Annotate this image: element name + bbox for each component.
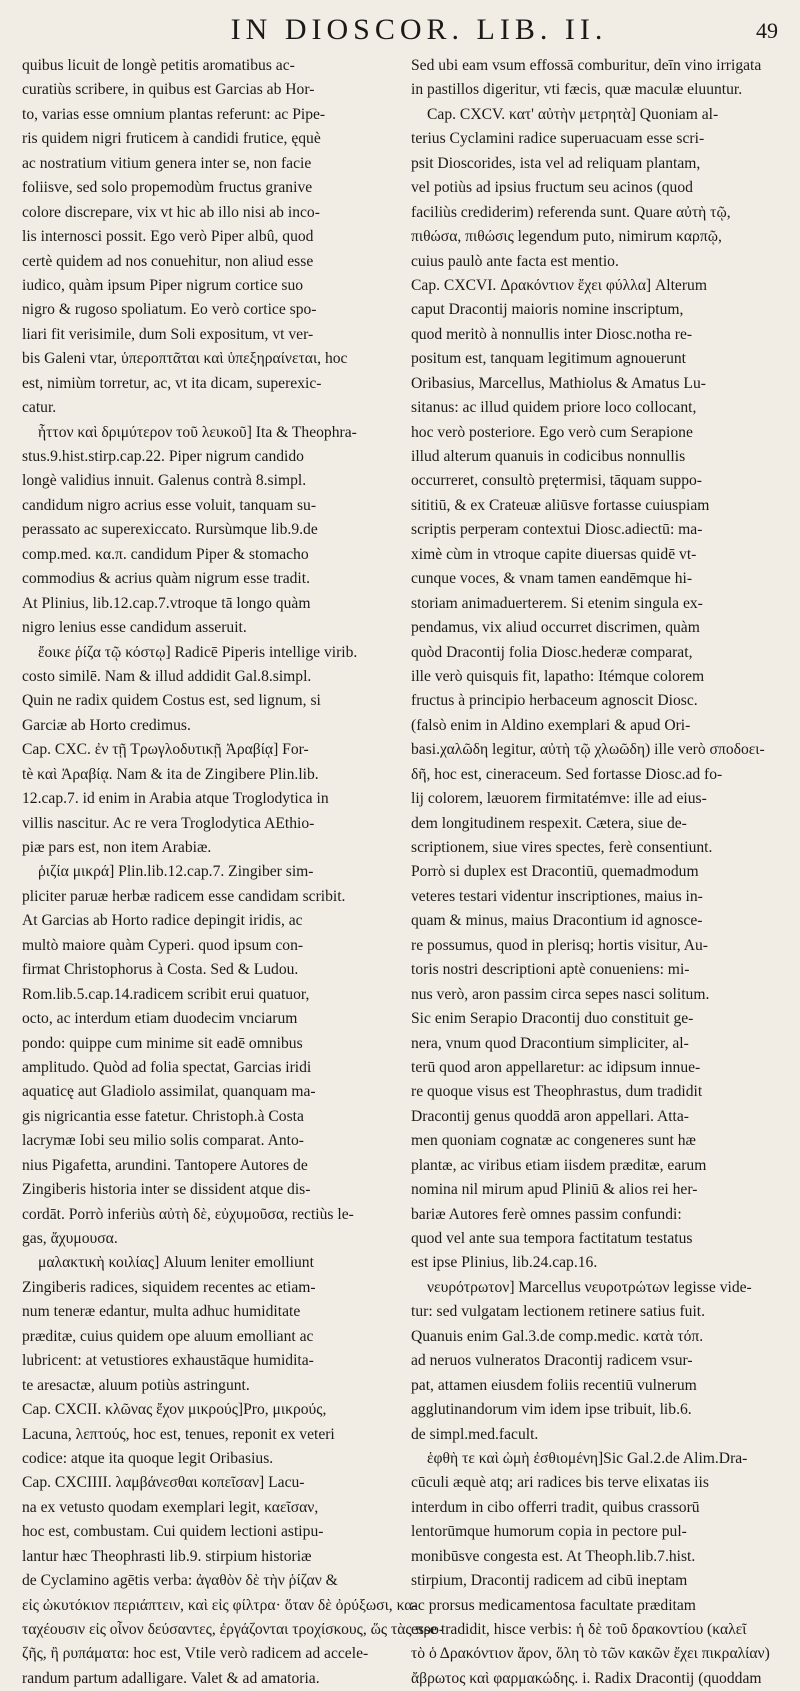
text-columns	[22, 54, 786, 1691]
text-line: stirpium, Dracontij radicem ad cibū ineptam	[411, 1572, 688, 1590]
text-line: costo similē. Nam & illud addidit Gal.8.simpl.	[22, 667, 312, 685]
text-line: cunque voces, & vnam tamen eandēmque hi-	[411, 570, 693, 588]
text-line: terū quod aron appellaretur: ac idipsum innue-	[411, 1058, 701, 1076]
text-line: codice: atque ita quoque legit Oribasius.	[22, 1449, 274, 1467]
text-line: pat, attamen eiusdem foliis recentiū vulnerum	[411, 1376, 697, 1394]
text-line: ac nostratium vitium genera inter se, non facie	[22, 154, 312, 172]
text-line: hoc est, combustam. Cui quidem lectioni astipu-	[22, 1523, 324, 1541]
running-head	[22, 8, 786, 54]
text-line: agglutinandorum vim idem ipse tribuit, lib.6.	[411, 1401, 692, 1419]
text-line: tur: sed vulgatam lectionem retinere satius fuit.	[411, 1303, 706, 1321]
text-line: Zingiberis radices, siquidem recentes ac etiam-	[22, 1278, 316, 1296]
left-column	[22, 54, 445, 1691]
text-line: est ipse Plinius, lib.24.cap.16.	[411, 1254, 598, 1272]
text-line: pondo: quippe cum minime sit eadē omnibus	[22, 1034, 303, 1052]
text-line: δῆ, hoc est, cineraceum. Sed fortasse Diosc.ad fo-	[411, 765, 723, 783]
text-line: octo, ac interdum etiam duodecim vnciarum	[22, 1010, 298, 1028]
text-line: certè quidem ad nos conuehitur, non aliud esse	[22, 252, 314, 270]
text-line: lentorūmque humorum copia in pectore pul-	[411, 1523, 687, 1541]
text-line: stus.9.hist.stirp.cap.22. Piper nigrum candido	[22, 448, 304, 465]
text-line: gas, ἄχυμουσα.	[22, 1230, 118, 1247]
text-line: Rom.lib.5.cap.14.radicem scribit erui quatuor,	[22, 985, 310, 1003]
right-column	[411, 54, 786, 1691]
text-line: Cap. CXC. ἐν τῇ Τρωγλοδυτικῇ Ἀραβίᾳ] For-	[22, 741, 309, 759]
text-line: lis internosci possit. Ego verò Piper albû, quod	[22, 228, 314, 246]
text-line: ῥιζία μικρά] Plin.lib.12.cap.7. Zingiber sim-	[38, 863, 314, 881]
text-line: cordāt. Porrò inferiùs αὐτὴ δὲ, εὐχυμοῦσα, rectiùs le-	[22, 1205, 354, 1223]
text-line: ac prorsus medicamentosa facultate præditam	[411, 1596, 696, 1614]
text-line: candidum nigro acrius esse voluit, tanquam su-	[22, 496, 317, 514]
text-line: veteres testari videntur inscriptiones, maius in-	[411, 887, 703, 905]
text-line: colore discrepare, vix vt hic ab illo nisi ab inco-	[22, 203, 320, 221]
text-line: Sic enim Serapio Dracontij duo constituit ge-	[411, 1010, 694, 1028]
text-line: illud alterum quanuis in codicibus nonnullis	[411, 448, 686, 465]
text-line: nigro lenius esse candidum asseruit.	[22, 619, 247, 637]
text-line: νευρότρωτον] Marcellus νευροτρώτων legisse vide-	[427, 1278, 752, 1296]
text-line: fructus à principio herbaceum agnoscit Diosc.	[411, 692, 698, 710]
text-line: ζῆς, ἢ ρυπάματα: hoc est, Vtile verò radicem ad accele-	[22, 1645, 369, 1663]
text-line: τὸ ὁ Δρακόντιον ἄρον, ὅλη τὸ τῶν κακῶν ἔχει πικραλίαν)	[411, 1645, 770, 1663]
text-line: ille verò quisquis fit, lapatho: Itémque colorem	[411, 667, 705, 685]
text-line: Cap. CXCII. κλῶνας ἔχον μικρούς]Pro, μικρούς,	[22, 1401, 327, 1419]
text-line: sititiū, & ex Crateuæ aliūsve fortasse cuiuspiam	[411, 496, 710, 514]
text-line: hoc verò posteriore. Ego verò cum Serapione	[411, 423, 693, 441]
text-line: lubricent: at vetustiores exhaustāque humidita-	[22, 1352, 314, 1370]
text-line: quibus licuit de longè petitis aromatibus ac-	[22, 57, 295, 74]
text-line: gis nigricantia esse fatetur. Christoph.à Costa	[22, 1107, 304, 1125]
text-line: quod vel ante sua tempora factitatum testatus	[411, 1230, 693, 1247]
text-line: piæ pars est, non item Arabiæ.	[22, 839, 212, 856]
text-line: monibūsve congesta est. At Theoph.lib.7.hist.	[411, 1547, 696, 1565]
text-line: scriptionem, siue vires spectes, ferè consentiunt.	[411, 839, 713, 856]
text-line: Cap. CXCVI. Δρακόντιον ἔχει φύλλα] Alterum	[411, 276, 707, 294]
text-line: ἧττον καὶ δριμύτερον τοῦ λευκοῦ] Ita & Theophra-	[38, 423, 357, 441]
text-line: Cap. CXCIIII. λαμβάνεσθαι κοπεῖσαν] Lacu-	[22, 1474, 305, 1492]
text-line: occurreret, consultò prętermisi, tāquam suppo-	[411, 472, 702, 490]
text-line: nera, vnum quod Dracontium simpliciter, al-	[411, 1034, 689, 1052]
text-line: de Cyclamino agētis verba: ἀγαθὸν δὲ τὴν ῥίζαν &	[22, 1572, 338, 1590]
text-line: de simpl.med.facult.	[411, 1425, 539, 1443]
text-line: sitanus: ac illud quidem priore loco collocant,	[411, 399, 697, 417]
text-line: psit Dioscorides, ista vel ad reliquam plantam,	[411, 154, 701, 172]
text-line: plantæ, ac viribus etiam iisdem præditæ, earum	[411, 1156, 707, 1174]
text-line: cūculi æquè atq; ari radices bis terve elixatas iis	[411, 1474, 709, 1492]
text-line: pliciter paruæ herbæ radicem esse candidam scribit.	[22, 887, 346, 905]
text-line: lantur hæc Theophrasti lib.9. stirpium historiæ	[22, 1547, 312, 1565]
text-line: iudico, quàm ipsum Piper nigrum cortice suo	[22, 276, 304, 294]
text-line: terius Cyclamini radice superuacuam esse scri-	[411, 130, 705, 148]
text-line: re quoque visus est Theophrastus, dum tradidit	[411, 1083, 703, 1101]
text-line: faciliùs crediderim) referenda sunt. Quare αὐτὴ τῷ,	[411, 203, 731, 221]
text-line: quod meritò à nonnullis inter Diosc.notha re-	[411, 325, 693, 343]
text-line: ταχέουσιν εἰς οἶνον δεύσαντες, ἐργάζονται τροχίσκους, ὥς τὰς προ-	[22, 1621, 445, 1638]
text-line: ris quidem nigri fruticem à candidi frutice, ęquè	[22, 130, 321, 148]
text-line: multò maiore quàm Cyperi. quod ipsum con-	[22, 936, 304, 954]
text-line: in pastillos digeritur, vti fæcis, quæ maculæ eluuntur.	[411, 81, 743, 99]
text-line: na ex vetusto quodam exemplari legit, καεῖσαν,	[22, 1498, 319, 1516]
text-line: positum est, tanquam legitimum agnouerunt	[411, 350, 687, 368]
text-line: liari fit verisimile, dum Soli expositum, vt ver-	[22, 325, 314, 343]
text-line: tè καὶ Ἀραβίᾳ. Nam & ita de Zingibere Plin.lib.	[22, 765, 319, 783]
text-line: Garciæ ab Horto credimus.	[22, 716, 191, 734]
text-line: randum partum adalligare. Valet & ad amatoria.	[22, 1669, 320, 1687]
text-line: Cap. CXCV. κατ' αὐτὴν μετρητὰ] Quoniam al-	[427, 105, 719, 123]
text-line: nius Pigafetta, arundini. Tantopere Autores de	[22, 1156, 308, 1174]
text-line: dem longitudinem respexit. Cætera, siue de-	[411, 814, 687, 832]
page-number: 49	[756, 18, 778, 43]
text-line: πιθώσα, πιθώσις legendum puto, nimirum καρπῷ,	[411, 228, 722, 246]
text-line: nigro & rugoso spoliatum. Eo verò cortice spo-	[22, 301, 317, 319]
text-line: Zingiberis historia inter se dissident atque dis-	[22, 1181, 311, 1199]
text-line: bis Galeni vtar, ὑπεροπτᾶται καὶ ὑπεξηραίνεται, hoc	[22, 350, 348, 368]
text-line: εἰς ὠκυτόκιον περιάπτειν, καὶ εἰς φίλτρα· ὅταν δὲ ὀρύξωσι, κα-	[22, 1596, 418, 1614]
text-line: bariæ Autores ferè omnes passim confundi:	[411, 1205, 682, 1223]
text-line: firmat Christophorus à Costa. Sed & Ludou.	[22, 961, 299, 979]
text-line: interdum in cibo offerri tradit, quibus crassorū	[411, 1498, 700, 1516]
text-line: commodius & acrius quàm nigrum esse tradit.	[22, 570, 310, 588]
text-line: ἄβρωτος καὶ φαρμακώδης. i. Radix Dracontij (quoddam	[411, 1669, 762, 1687]
text-line: te aresactæ, aluum potiùs astringunt.	[22, 1376, 250, 1394]
text-line: vel potiùs ad ipsius fructum seu acinos (quod	[411, 179, 693, 197]
text-line: (falsò enim in Aldino exemplari & apud Ori-	[411, 716, 691, 734]
text-line: præditæ, cuius quidem ope aluum emolliant ac	[22, 1327, 314, 1345]
text-line: catur.	[22, 399, 57, 417]
text-line: At Plinius, lib.12.cap.7.vtroque tā longo quàm	[22, 594, 311, 612]
text-line: scriptis perperam contextui Diosc.adiectū: ma-	[411, 521, 703, 539]
text-line: ἑφθὴ τε καὶ ὠμὴ ἐσθιομένη]Sic Gal.2.de Alim.Dra-	[427, 1449, 748, 1467]
text-line: Dracontij genus quoddā aron appellari. Atta-	[411, 1107, 689, 1125]
text-line: ad neruos vulneratos Dracontij radicem vsur-	[411, 1352, 693, 1370]
text-line: Lacuna, λεπτούς, hoc est, tenues, reponit ex veteri	[22, 1425, 335, 1443]
text-line: foliisve, sed solo propemodùm fructus granive	[22, 179, 313, 197]
text-line: toris nostri descriptioni aptè conueniens: mi-	[411, 961, 690, 979]
text-line: est, nimiùm torretur, ac, vt ita dicam, superexic-	[22, 374, 322, 392]
text-line: comp.med. κα.π. candidum Piper & stomacho	[22, 545, 309, 563]
text-line: μαλακτικὴ κοιλίας] Aluum leniter emolliunt	[38, 1254, 314, 1272]
text-line: Sed ubi eam vsum effossā comburitur, deīn vino irrigata	[411, 57, 762, 74]
text-line: amplitudo. Quòd ad folia spectat, Garcias iridi	[22, 1058, 312, 1076]
text-line: Porrò si duplex est Dracontiū, quemadmodum	[411, 863, 699, 881]
text-line: caput Dracontij maioris nomine inscriptum,	[411, 301, 684, 319]
text-line: lij colorem, læuorem firmitatémve: ille ad eius-	[411, 790, 707, 808]
text-line: num teneræ edantur, multa adhuc humiditate	[22, 1303, 301, 1321]
text-line: aquaticę aut Gladiolo assimilat, quanquam ma-	[22, 1083, 316, 1101]
text-line: cuius paulò ante facta est mentio.	[411, 252, 619, 270]
text-line: esse tradidit, hisce verbis: ἡ δὲ τοῦ δρακοντίου (καλεῖ	[411, 1621, 747, 1638]
text-line: Quin ne radix quidem Costus est, sed lignum, si	[22, 692, 321, 710]
text-line: Quanuis enim Gal.3.de comp.medic. κατὰ τόπ.	[411, 1327, 704, 1345]
text-line: perassato ac superexiccato. Rursùmque lib.9.de	[22, 521, 318, 539]
text-line: nomina nil mirum apud Pliniū & alios rei her-	[411, 1181, 698, 1199]
text-line: 12.cap.7. id enim in Arabia atque Troglodytica in	[22, 790, 329, 808]
text-line: villis nascitur. Ac re vera Troglodytica AEthio-	[22, 814, 315, 832]
text-line: lacrymæ Iobi seu milio solis comparat. Anto-	[22, 1132, 304, 1150]
text-line: ximè cùm in vtroque capite diuersas quidē vt-	[411, 545, 697, 563]
text-line: pendamus, vix aliud occurret discrimen, quàm	[411, 619, 700, 637]
text-line: nus verò, aron passim circa sepes nasci solitum.	[411, 985, 710, 1003]
running-title: IN DIOSCOR. LIB. II.	[230, 13, 608, 46]
text-line: Oribasius, Marcellus, Mathiolus & Amatus Lu-	[411, 374, 706, 392]
text-line: quòd Dracontij folia Diosc.hederæ comparat,	[411, 643, 693, 661]
text-line: to, varias esse omnium plantas referunt: ac Pipe-	[22, 105, 326, 123]
text-line: quam & minus, maius Dracontium id agnosce-	[411, 912, 703, 930]
text-line: basi.χαλῶδη legitur, αὐτὴ τῷ χλωῶδη) ille verò σποδοει-	[411, 741, 765, 759]
text-line: longè validius innuit. Galenus contrà 8.simpl.	[22, 472, 307, 490]
text-line: At Garcias ab Horto radice depingit iridis, ac	[22, 912, 303, 930]
text-line: re possumus, quod in plerisq; hortis visitur, Au-	[411, 936, 708, 954]
text-line: curatiùs scribere, in quibus est Garcias ab Hor-	[22, 81, 315, 99]
text-line: men quoniam cognatæ ac congeneres sunt hæ	[411, 1132, 696, 1150]
text-line: storiam animaduerterem. Si etenim singula ex-	[411, 594, 703, 612]
text-line: ἔοικε ῥίζα τῷ κόστῳ] Radicē Piperis intellige virib.	[38, 643, 358, 661]
